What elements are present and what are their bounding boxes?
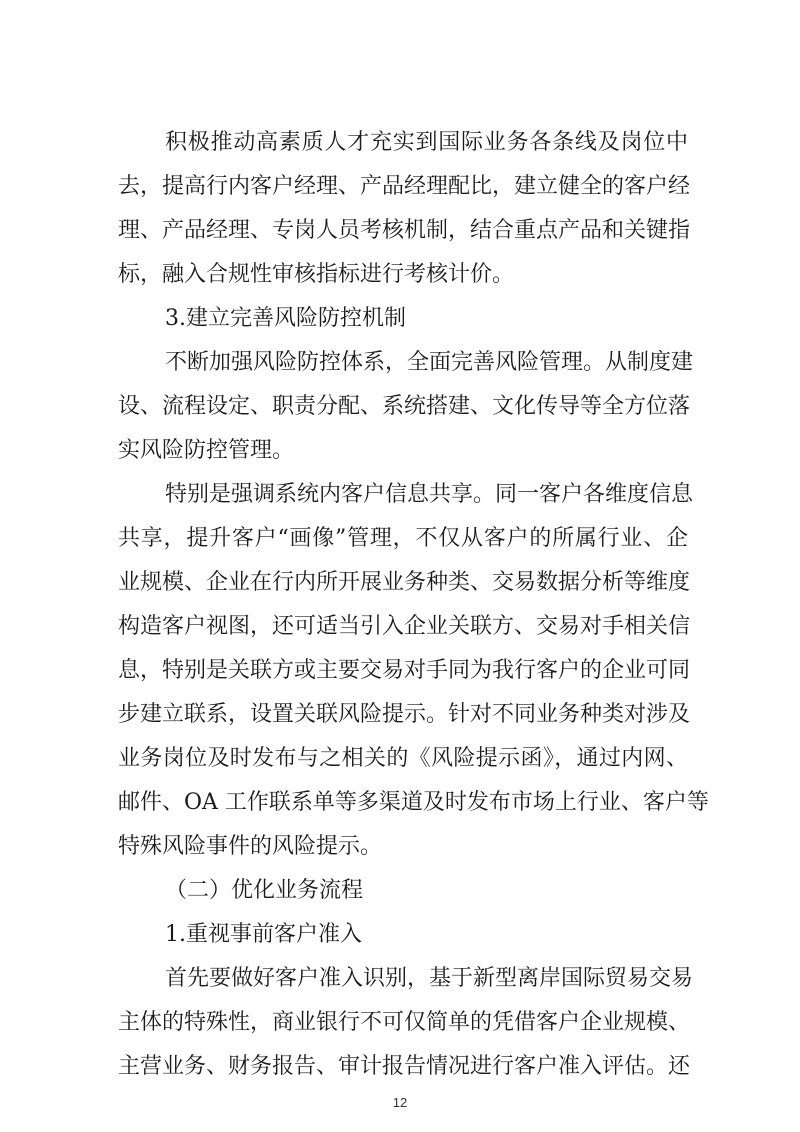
paragraph-line: 构造客户视图，还可适当引入企业关联方、交易对手相关信: [118, 614, 691, 639]
paragraph-line: 特别是强调系统内客户信息共享。同一客户各维度信息: [165, 482, 694, 507]
page-number: 12: [392, 1095, 408, 1110]
subsection-heading: 3.建立完善风险防控机制: [165, 306, 406, 331]
paragraph-line: 共享，提升客户“画像”管理，不仅从客户的所属行业、企: [118, 526, 688, 551]
paragraph-line: 不断加强风险防控体系，全面完善风险管理。从制度建: [165, 350, 694, 375]
paragraph-line: 实风险防控管理。: [118, 438, 295, 463]
paragraph-line: 业务岗位及时发布与之相关的《风险提示函》，通过内网、: [118, 746, 688, 771]
subsection-heading: 1.重视事前客户准入: [165, 922, 362, 947]
section-heading: （二）优化业务流程: [165, 878, 364, 903]
paragraph-line: 特殊风险事件的风险提示。: [118, 834, 383, 859]
paragraph-line: 息，特别是关联方或主要交易对手同为我行客户的企业可同: [118, 658, 691, 683]
paragraph-line: 邮件、OA 工作联系单等多渠道及时发布市场上行业、客户等: [118, 790, 709, 815]
paragraph-line: 标，融入合规性审核指标进行考核计价。: [118, 262, 515, 287]
paragraph-line: 步建立联系，设置关联风险提示。针对不同业务种类对涉及: [118, 702, 691, 727]
paragraph-line: 首先要做好客户准入识别，基于新型离岸国际贸易交易: [165, 966, 694, 991]
paragraph-line: 去，提高行内客户经理、产品经理配比，建立健全的客户经: [118, 174, 691, 199]
paragraph-line: 积极推动高素质人才充实到国际业务各条线及岗位中: [165, 130, 688, 155]
paragraph-line: 主体的特殊性，商业银行不可仅简单的凭借客户企业规模、: [118, 1010, 691, 1035]
paragraph-line: 主营业务、财务报告、审计报告情况进行客户准入评估。还: [118, 1054, 691, 1079]
paragraph-line: 设、流程设定、职责分配、系统搭建、文化传导等全方位落: [118, 394, 691, 419]
paragraph-line: 理、产品经理、专岗人员考核机制，结合重点产品和关键指: [118, 218, 691, 243]
paragraph-line: 业规模、企业在行内所开展业务种类、交易数据分析等维度: [118, 570, 691, 595]
